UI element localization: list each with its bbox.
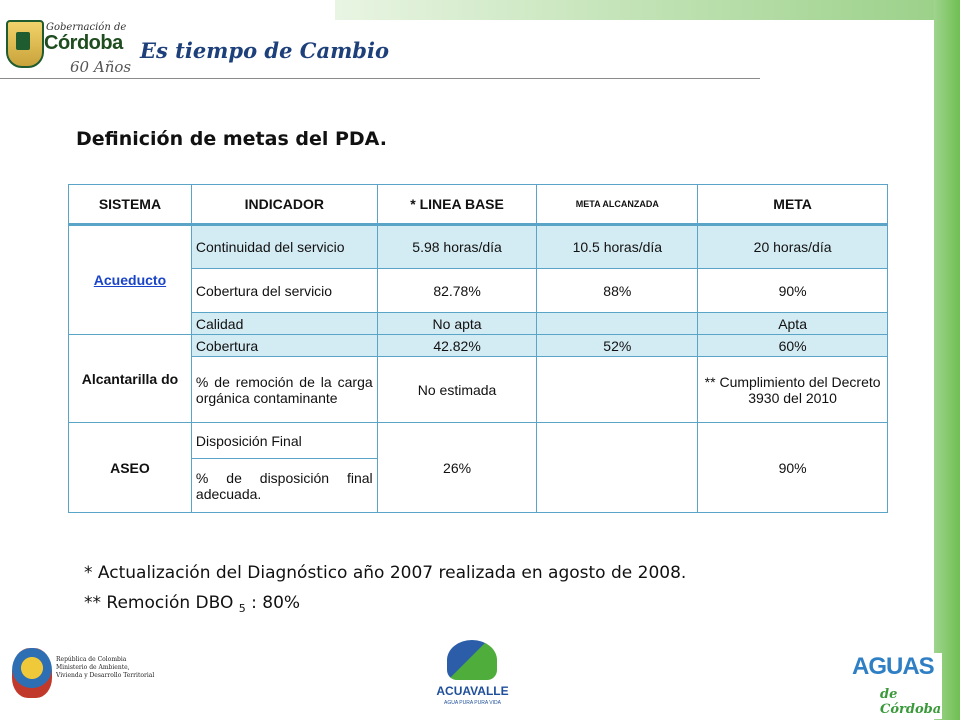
header-indicador: INDICADOR bbox=[191, 185, 377, 225]
linea-base-cell: No estimada bbox=[377, 357, 537, 423]
linea-base-cell: 5.98 horas/día bbox=[377, 225, 537, 269]
ministry-line: Vivienda y Desarrollo Territorial bbox=[56, 672, 155, 679]
header-meta: META bbox=[698, 185, 888, 225]
linea-base-cell: 26% bbox=[377, 423, 537, 513]
meta-alcanzada-cell bbox=[537, 357, 698, 423]
meta-cell: 20 horas/día bbox=[698, 225, 888, 269]
acuavalle-tagline: AGUA PURA PURA VIDA bbox=[444, 700, 501, 706]
sistema-aseo: ASEO bbox=[69, 423, 192, 513]
table-row bbox=[69, 357, 888, 423]
table-row bbox=[69, 423, 888, 459]
table-row bbox=[69, 335, 888, 357]
metas-table bbox=[68, 184, 888, 513]
footnote-dbo bbox=[84, 588, 686, 624]
table-row bbox=[69, 269, 888, 313]
header-meta-alcanzada: META ALCANZADA bbox=[537, 185, 698, 225]
meta-cell: Apta bbox=[698, 313, 888, 335]
aguas-de-cordoba-logo bbox=[850, 653, 942, 719]
ministry-text bbox=[56, 656, 154, 680]
logo-subtitle: Gobernación de bbox=[46, 22, 127, 33]
ministry-line: Ministerio de Ambiente, bbox=[56, 664, 130, 671]
header-linea-base: * LINEA BASE bbox=[377, 185, 537, 225]
aguas-logo-subtitle: de Córdoba bbox=[880, 687, 942, 717]
indicador-cell: Calidad bbox=[191, 313, 377, 335]
seal-icon bbox=[6, 20, 44, 68]
indicador-cell: Disposición Final bbox=[191, 423, 377, 459]
footnote-diagnostico: * Actualización del Diagnóstico año 2007 realizada en agosto de 2008. bbox=[84, 563, 687, 583]
meta-cell: 60% bbox=[698, 335, 888, 357]
footnote-dbo-value: : 80% bbox=[245, 593, 301, 613]
footnote-dbo-prefix: ** Remoción DBO bbox=[84, 593, 234, 613]
meta-cell: 90% bbox=[698, 269, 888, 313]
acuavalle-symbol-icon bbox=[447, 640, 497, 680]
table-row bbox=[69, 313, 888, 335]
indicador-cell: % de remoción de la carga orgánica contaminante bbox=[191, 357, 377, 423]
indicador-cell: Cobertura del servicio bbox=[191, 269, 377, 313]
indicador-cell: Cobertura bbox=[191, 335, 377, 357]
aguas-logo-title: AGUAS bbox=[852, 653, 934, 680]
acuavalle-logo bbox=[435, 640, 510, 712]
page-title: Definición de metas del PDA. bbox=[76, 128, 387, 150]
logo-years: 60 Años bbox=[70, 58, 132, 76]
meta-alcanzada-cell: 52% bbox=[537, 335, 698, 357]
meta-cell: ** Cumplimiento del Decreto 3930 del 2010 bbox=[698, 357, 888, 423]
sistema-alcantarillado: Alcantarilla do bbox=[69, 335, 192, 423]
gobernacion-logo bbox=[6, 8, 134, 80]
header-gradient-bar bbox=[335, 0, 935, 20]
ministry-line: República de Colombia bbox=[56, 656, 127, 663]
slogan: Es tiempo de Cambio bbox=[140, 38, 389, 63]
right-side-bar bbox=[934, 0, 960, 720]
linea-base-cell: 82.78% bbox=[377, 269, 537, 313]
logo-name: Córdoba bbox=[44, 32, 123, 54]
meta-alcanzada-cell: 10.5 horas/día bbox=[537, 225, 698, 269]
footnote-dbo-subscript: 5 bbox=[238, 602, 246, 615]
linea-base-cell: No apta bbox=[377, 313, 537, 335]
meta-alcanzada-cell: 88% bbox=[537, 269, 698, 313]
meta-alcanzada-cell bbox=[537, 423, 698, 513]
header-sistema: SISTEMA bbox=[69, 185, 192, 225]
footnotes bbox=[84, 558, 686, 624]
table-row bbox=[69, 225, 888, 269]
linea-base-cell: 42.82% bbox=[377, 335, 537, 357]
table-header-row bbox=[69, 185, 888, 225]
meta-cell: 90% bbox=[698, 423, 888, 513]
sistema-acueducto-link[interactable]: Acueducto bbox=[69, 225, 192, 335]
colombia-crest-icon bbox=[12, 648, 52, 698]
acuavalle-name: ACUAVALLE bbox=[436, 684, 509, 698]
indicador-cell: Continuidad del servicio bbox=[191, 225, 377, 269]
meta-alcanzada-cell bbox=[537, 313, 698, 335]
indicador-cell: % de disposición final adecuada. bbox=[191, 459, 377, 513]
